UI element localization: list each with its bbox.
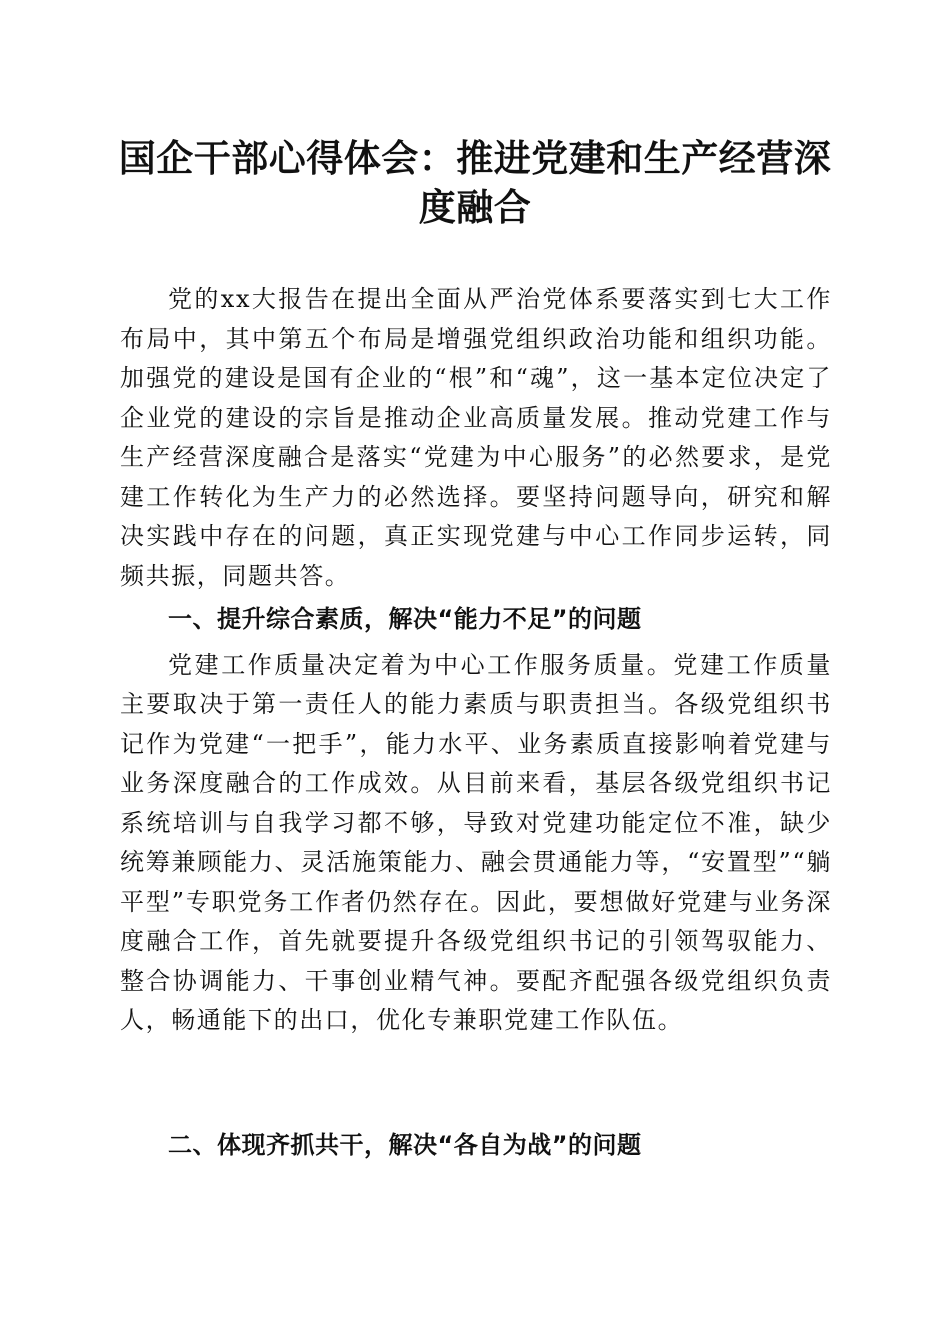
intro-paragraph: 党的xx大报告在提出全面从严治党体系要落实到七大工作布局中，其中第五个布局是增强党组织政治功能和组织功能。加强党的建设是国有企业的“根”和“魂”，这一基本定位决定了企业党的建设的宗旨是推动企业高质量发展。推动党建工作与生产经营深度融合是落实“党建为中心服务”的必然要求，是党建工作转化为生产力的必然选择。要坚持问题导向，研究和解决实践中存在的问题，真正实现党建与中心工作同步运转，同频共振，同题共答。 (120, 285, 832, 590)
page-title: 国企干部心得体会：推进党建和生产经营深度融合 (118, 136, 832, 229)
section-1-heading: 一、提升综合素质，解决“能力不足”的问题 (168, 605, 642, 633)
document-body (120, 280, 832, 1041)
section-1-paragraph: 党建工作质量决定着为中心工作服务质量。党建工作质量主要取决于第一责任人的能力素质与职责担当。各级党组织书记作为党建“一把手”，能力水平、业务素质直接影响着党建与业务深度融合的工作成效。从目前来看，基层各级党组织书记系统培训与自我学习都不够，导致对党建功能定位不准，缺少统筹兼顾能力、灵活施策能力、融会贯通能力等，“安置型”“躺平型”专职党务工作者仍然存在。因此，要想做好党建与业务深度融合工作，首先就要提升各级党组织书记的引领驾驭能力、整合协调能力、干事创业精气神。要配齐配强各级党组织负责人，畅通能下的出口，优化专兼职党建工作队伍。 (120, 650, 832, 1034)
section-2-heading: 二、体现齐抓共干，解决“各自为战”的问题 (168, 1131, 642, 1159)
